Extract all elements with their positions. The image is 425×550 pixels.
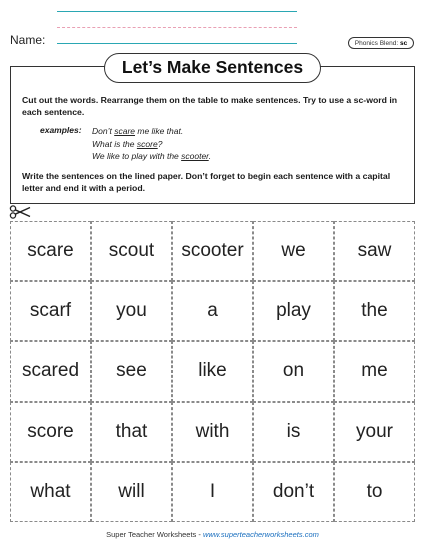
word-card[interactable]: that — [91, 402, 172, 462]
word-card[interactable]: like — [172, 341, 253, 401]
word-card[interactable]: you — [91, 281, 172, 341]
name-line[interactable] — [57, 43, 297, 44]
word-card[interactable]: the — [334, 281, 415, 341]
word-card[interactable]: a — [172, 281, 253, 341]
example-text: ? — [157, 139, 163, 149]
word-card[interactable]: scare — [10, 221, 91, 281]
example-text: What is the — [92, 139, 137, 149]
example-text: me like that. — [135, 126, 184, 136]
word-card[interactable]: scarf — [10, 281, 91, 341]
word-card[interactable]: your — [334, 402, 415, 462]
example-text: . — [208, 151, 212, 161]
example-text: We like to play with the — [92, 151, 182, 161]
word-card[interactable]: we — [253, 221, 334, 281]
phonics-blend-tag: Phonics Blend: — [354, 40, 399, 47]
footer — [0, 530, 425, 539]
word-card[interactable]: scared — [10, 341, 91, 401]
example-line-2 — [92, 138, 162, 150]
example-word: scare — [114, 126, 136, 136]
header-line-top — [57, 11, 297, 12]
word-card[interactable]: see — [91, 341, 172, 401]
word-card[interactable]: what — [10, 462, 91, 522]
word-card[interactable]: on — [253, 341, 334, 401]
instructions-paragraph-1: Cut out the words. Rearrange them on the table to make sentences. Try to use a sc-word in each sentence. — [22, 95, 398, 117]
word-card[interactable]: is — [253, 402, 334, 462]
worksheet-title: Let’s Make Sentences — [104, 53, 321, 83]
word-card[interactable]: me — [334, 341, 415, 401]
word-card[interactable]: score — [10, 402, 91, 462]
name-label: Name: — [10, 33, 46, 47]
example-line-1 — [92, 125, 183, 137]
example-text: Don’t — [92, 126, 115, 136]
header-line-dashed — [57, 27, 297, 28]
example-word: score — [136, 139, 158, 149]
word-card[interactable]: to — [334, 462, 415, 522]
word-card[interactable]: with — [172, 402, 253, 462]
phonics-blend-value: sc — [399, 40, 408, 47]
word-card-grid — [10, 221, 415, 522]
example-word: scooter — [181, 151, 209, 161]
word-card[interactable]: will — [91, 462, 172, 522]
instructions-paragraph-2: Write the sentences on the lined paper. Don’t forget to begin each sentence with a capital letter and end it with a period. — [22, 171, 391, 193]
example-line-3 — [92, 150, 211, 162]
phonics-blend-badge — [348, 37, 414, 49]
footer-text: Super Teacher Worksheets - — [106, 530, 203, 539]
examples-label: examples: — [40, 125, 82, 135]
footer-url[interactable]: www.superteacherworksheets.com — [202, 530, 319, 539]
word-card[interactable]: don’t — [253, 462, 334, 522]
word-card[interactable]: saw — [334, 221, 415, 281]
word-card[interactable]: play — [253, 281, 334, 341]
word-card[interactable]: scout — [91, 221, 172, 281]
word-card[interactable]: I — [172, 462, 253, 522]
scissors-icon — [9, 205, 31, 219]
word-card[interactable]: scooter — [172, 221, 253, 281]
